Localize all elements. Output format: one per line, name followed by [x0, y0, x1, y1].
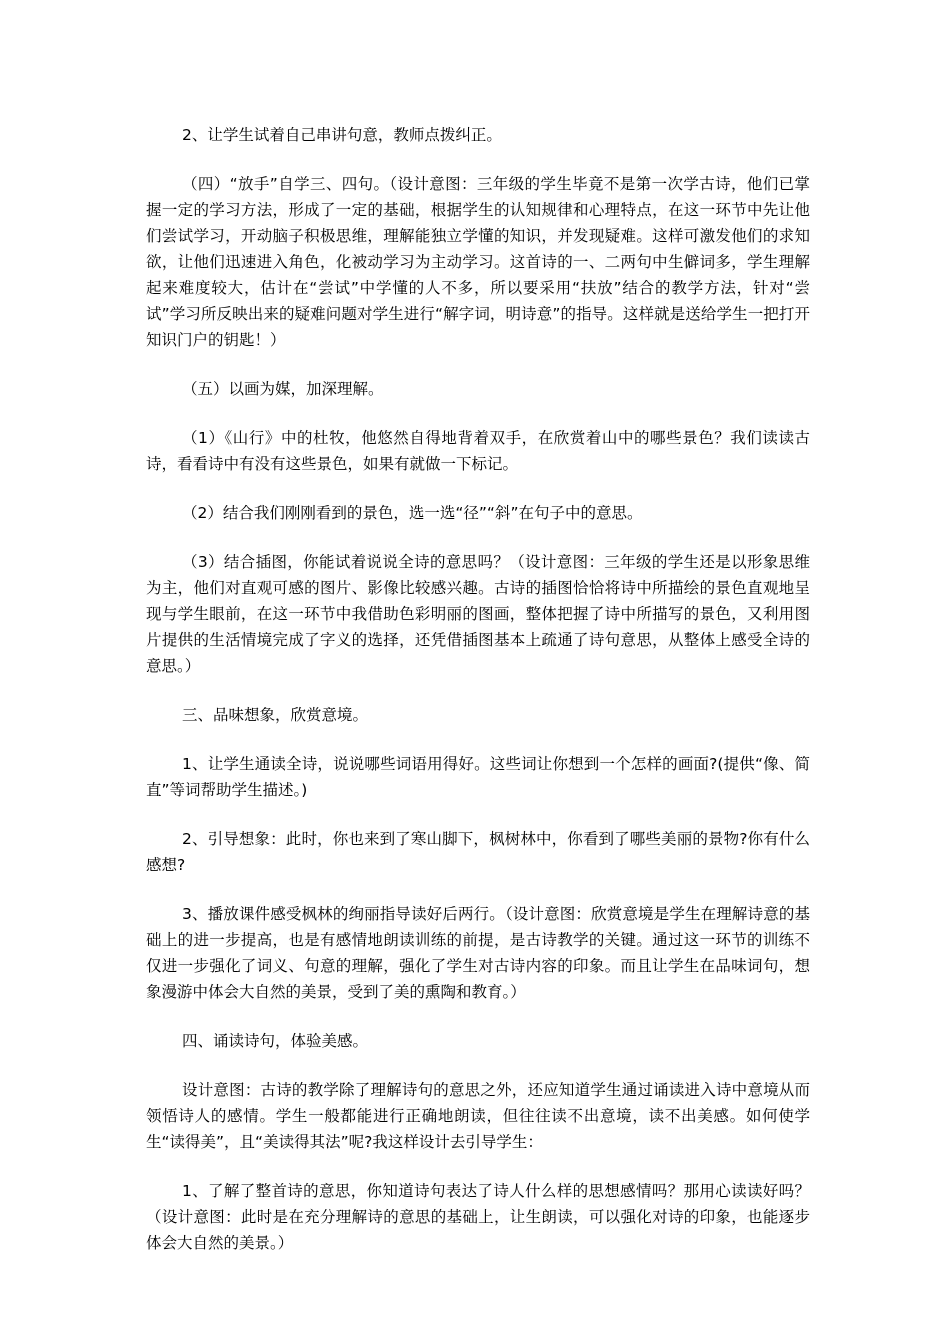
paragraph: （1）《山行》中的杜牧，他悠然自得地背着双手，在欣赏着山中的哪些景色？我们读读古诗，看看诗中有没有这些景色，如果有就做一下标记。	[146, 429, 810, 473]
paragraph: 1、了解了整首诗的意思，你知道诗句表达了诗人什么样的思想感情吗？那用心读读好吗？（设计意图：此时是在充分理解诗的意思的基础上，让生朗读，可以强化对诗的印象，也能逐步体会大自然的美景。）	[146, 1182, 810, 1252]
paragraph: 2、引导想象：此时，你也来到了寒山脚下，枫树林中，你看到了哪些美丽的景物?你有什么感想?	[146, 830, 810, 874]
section-heading: 三、品味想象，欣赏意境。	[182, 706, 369, 724]
paragraph: 设计意图：古诗的教学除了理解诗句的意思之外，还应知道学生通过诵读进入诗中意境从而领悟诗人的感情。学生一般都能进行正确地朗读，但往往读不出意境，读不出美感。如何使学生“读得美”，且“美读得其法”呢?我这样设计去引导学生：	[146, 1081, 810, 1151]
paragraph: 3、播放课件感受枫林的绚丽指导读好后两行。（设计意图：欣赏意境是学生在理解诗意的基础上的进一步提高，也是有感情地朗读训练的前提，是古诗教学的关键。通过这一环节的训练不仅进一步强化了词义、句意的理解，强化了学生对古诗内容的印象。而且让学生在品味词句，想象漫游中体会大自然的美景，受到了美的熏陶和教育。）	[146, 905, 810, 1001]
document-page	[146, 122, 810, 1279]
paragraph: 2、让学生试着自己串讲句意，教师点拨纠正。	[182, 126, 502, 144]
section-heading: 四、诵读诗句，体验美感。	[182, 1032, 369, 1050]
paragraph: （2）结合我们刚刚看到的景色，选一选“径”“斜”在句子中的意思。	[182, 504, 643, 522]
paragraph: 1、让学生通读全诗，说说哪些词语用得好。这些词让你想到一个怎样的画面?(提供“像、简直”等词帮助学生描述。)	[146, 755, 810, 799]
paragraph: （四）“放手”自学三、四句。（设计意图：三年级的学生毕竟不是第一次学古诗，他们已掌握一定的学习方法，形成了一定的基础，根据学生的认知规律和心理特点，在这一环节中先让他们尝试学习，开动脑子积极思维，理解能独立学懂的知识，并发现疑难。这样可激发他们的求知欲，让他们迅速进入角色，化被动学习为主动学习。这首诗的一、二两句中生僻词多，学生理解起来难度较大，估计在“尝试”中学懂的人不多，所以要采用“扶放”结合的教学方法，针对“尝试”学习所反映出来的疑难问题对学生进行“解字词，明诗意”的指导。这样就是送给学生一把打开知识门户的钥匙！）	[146, 175, 810, 349]
paragraph: （3）结合插图，你能试着说说全诗的意思吗？（设计意图：三年级的学生还是以形象思维为主，他们对直观可感的图片、影像比较感兴趣。古诗的插图恰恰将诗中所描绘的景色直观地呈现与学生眼前，在这一环节中我借助色彩明丽的图画，整体把握了诗中所描写的景色，又利用图片提供的生活情境完成了字义的选择，还凭借插图基本上疏通了诗句意思，从整体上感受全诗的意思。）	[146, 553, 810, 675]
paragraph: （五）以画为媒，加深理解。	[182, 380, 384, 398]
